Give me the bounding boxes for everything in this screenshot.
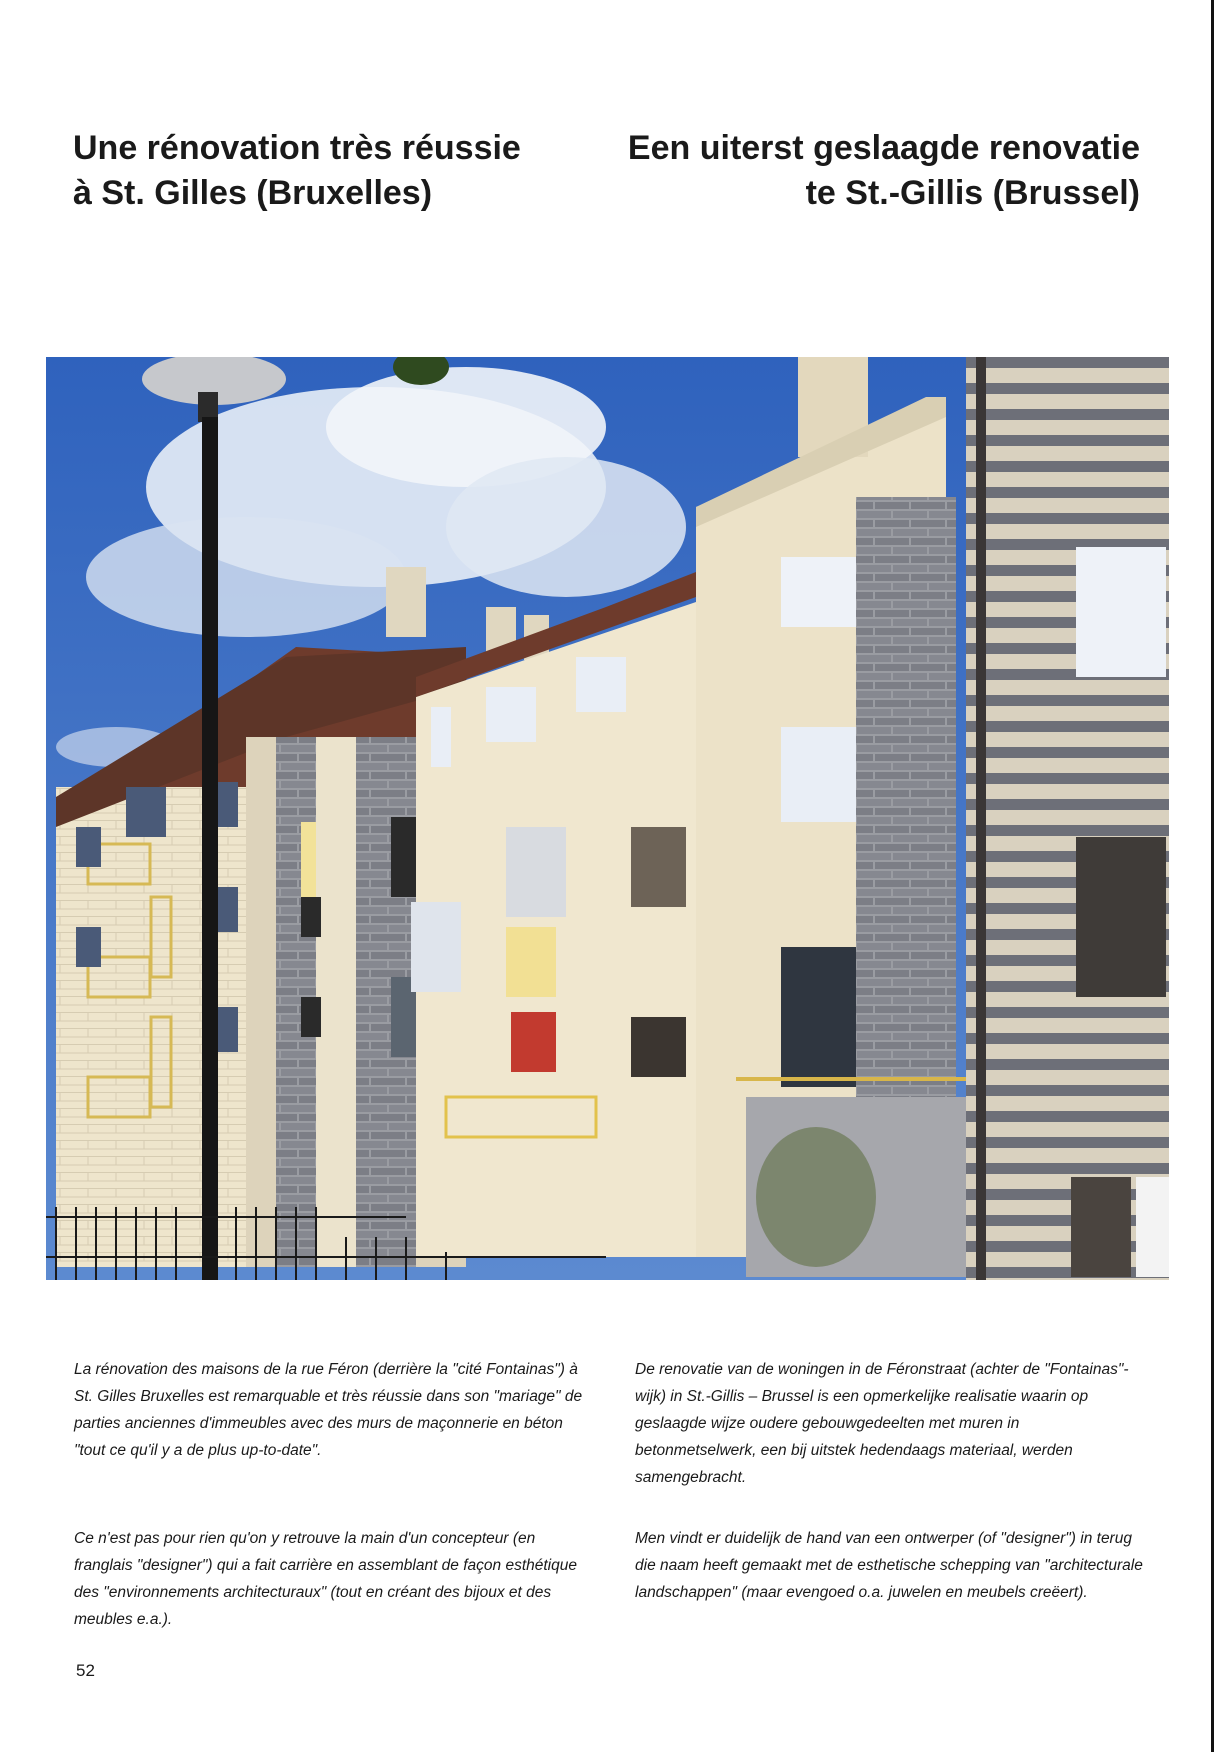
dutch-title-line1: Een uiterst geslaagde renovatie — [627, 129, 1140, 167]
dutch-paragraph-2: Men vindt er duidelijk de hand van een ontwerper (of "designer") in terug die naam heeft gemaakt met de esthetische schepping van "architecturale landschappen" (maar evengoed o.a. juwelen en meubels creëert). — [635, 1530, 1143, 1601]
dutch-paragraph-1: De renovatie van de woningen in de Féronstraat (achter de "Fontainas"-wijk) in St.-Gillis – Brussel is een opmerkelijke realisatie waarin op geslaagde wijze oudere gebouwgedeelten met muren in betonmetselwerk, een bij uitstek hedendaags materiaal, werden samengebracht. — [635, 1361, 1129, 1486]
french-title-line1: Une rénovation très réussie — [73, 129, 521, 167]
french-paragraph-1: La rénovation des maisons de la rue Féron (derrière la "cité Fontainas") à St. Gilles Bruxelles est remarquable et très réussie dans son "mariage" de parties anciennes d'immeubles avec des murs de maçonnerie en béton "tout ce qu'il y a de plus up-to-date". — [74, 1361, 583, 1459]
dutch-title — [628, 126, 1140, 216]
building-illustration — [46, 357, 1169, 1280]
building-photo — [46, 357, 1169, 1280]
french-title-line2: à St. Gilles (Bruxelles) — [73, 174, 433, 212]
dutch-title-line2: te St.-Gillis (Brussel) — [805, 174, 1140, 212]
french-title — [73, 126, 521, 216]
page-number: 52 — [76, 1661, 95, 1680]
french-paragraph-2: Ce n'est pas pour rien qu'on y retrouve la main d'un concepteur (en franglais "designer") qui a fait carrière en assemblant de façon esthétique des "environnements architecturaux" (tout en créant des bijoux et des meubles e.a.). — [74, 1530, 577, 1628]
